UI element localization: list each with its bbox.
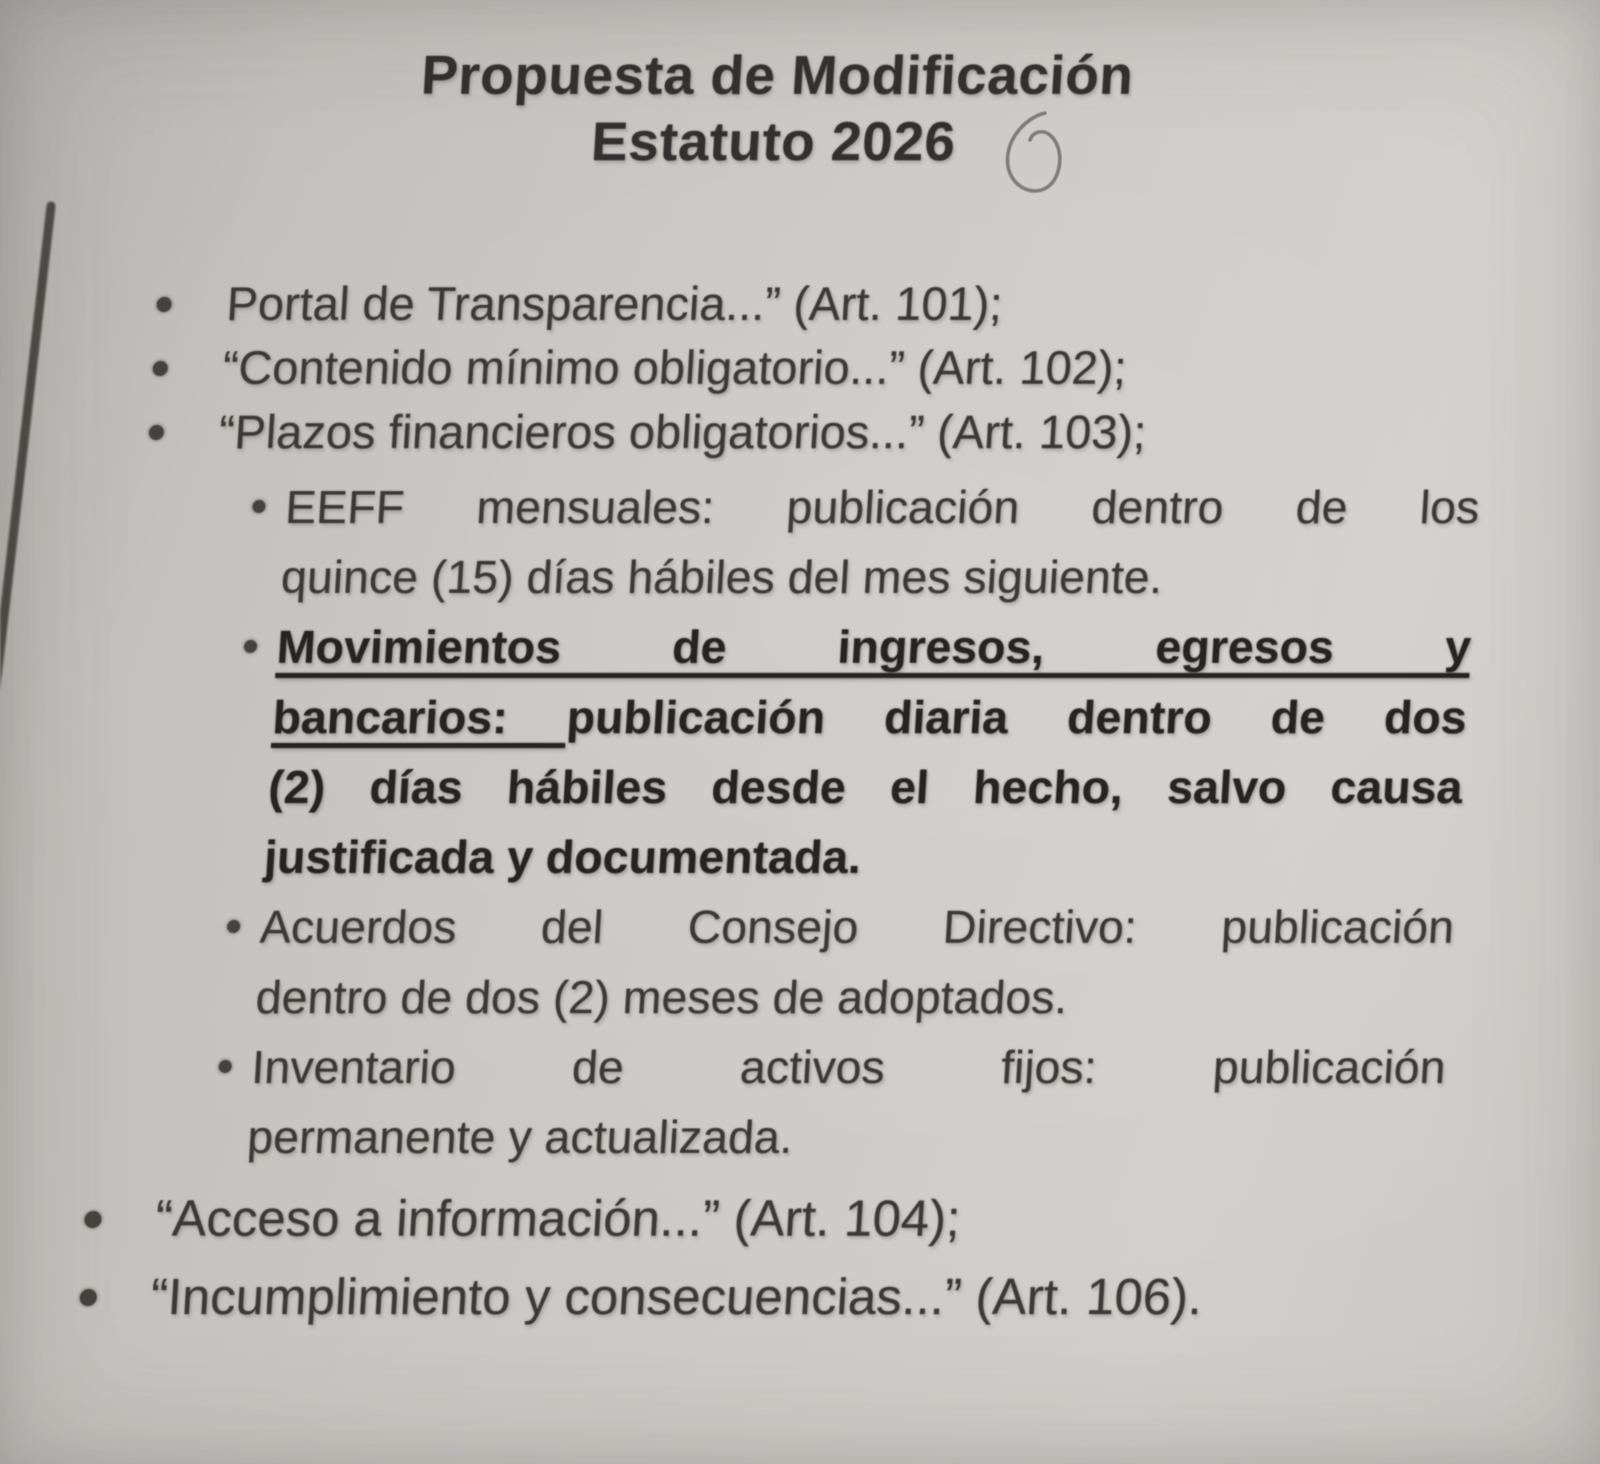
bullet-dot-icon — [227, 920, 241, 933]
bullet-dot-icon — [244, 640, 258, 653]
bullet-dot-icon — [79, 1289, 97, 1306]
top-bullet-list — [0, 272, 1584, 464]
paragraph-line-underlined: Movimientos de ingresos, egresos y — [275, 621, 1473, 673]
paragraph-line: permanente y actualizada. — [245, 1111, 795, 1163]
list-item-art-106 — [0, 1262, 1524, 1332]
sub-item-paragraph — [279, 472, 1481, 612]
document-title — [0, 0, 1564, 174]
list-item-text: “Plazos financieros obligatorios...” (Art. 103); — [217, 405, 1148, 458]
bullet-dot-icon — [84, 1211, 102, 1228]
bullet-dot-icon — [156, 297, 172, 312]
sub-item-acuerdos — [0, 892, 1546, 1032]
bullet-dot-icon — [152, 361, 168, 376]
list-item-text: “Acceso a información...” (Art. 104); — [153, 1190, 963, 1247]
paragraph-line: quince (15) días hábiles del mes siguiente. — [279, 551, 1165, 603]
paragraph-line: Inventario de activos fijos: publicación — [250, 1041, 1448, 1093]
title-line-1: Propuesta de Modificación — [419, 44, 1136, 106]
bullet-dot-icon — [148, 425, 164, 440]
paragraph-line — [271, 682, 1469, 752]
title-line-2: Estatuto 2026 — [589, 110, 958, 172]
sub-bullet-list — [0, 472, 1572, 1172]
paragraph-line: Acuerdos del Consejo Directivo: publicación — [258, 901, 1456, 953]
list-item-art-101 — [0, 272, 1584, 336]
list-item-text: “Contenido mínimo obligatorio...” (Art. 102); — [221, 341, 1129, 394]
paragraph-line: EEFF mensuales: publicación dentro de los — [283, 481, 1482, 533]
paragraph-line: (2) días hábiles desde el hecho, salvo causa — [266, 761, 1465, 813]
sub-item-inventario — [0, 1032, 1538, 1172]
paragraph-line: dentro de dos (2) meses de adoptados. — [254, 971, 1070, 1023]
sub-item-paragraph — [262, 612, 1473, 892]
sub-item-movimientos-highlighted — [0, 612, 1563, 892]
bullet-dot-icon — [218, 1060, 232, 1073]
underlined-lead-text: bancarios: — [271, 691, 569, 743]
paragraph-line-rest: publicación diaria dentro de dos — [565, 691, 1469, 743]
sub-item-paragraph — [245, 1032, 1447, 1172]
list-item-art-102 — [0, 336, 1580, 400]
sub-item-eeff-mensuales — [0, 472, 1572, 612]
list-item-art-103 — [0, 400, 1576, 464]
list-item-art-104 — [0, 1184, 1529, 1254]
sub-item-paragraph — [254, 892, 1456, 1032]
bottom-bullet-list — [0, 1184, 1529, 1332]
list-item-text: Portal de Transparencia...” (Art. 101); — [225, 277, 1005, 330]
list-item-text: “Incumplimiento y consecuencias...” (Art. 106). — [149, 1268, 1205, 1325]
bullet-dot-icon — [252, 500, 266, 513]
paragraph-line: justificada y documentada. — [262, 831, 863, 883]
